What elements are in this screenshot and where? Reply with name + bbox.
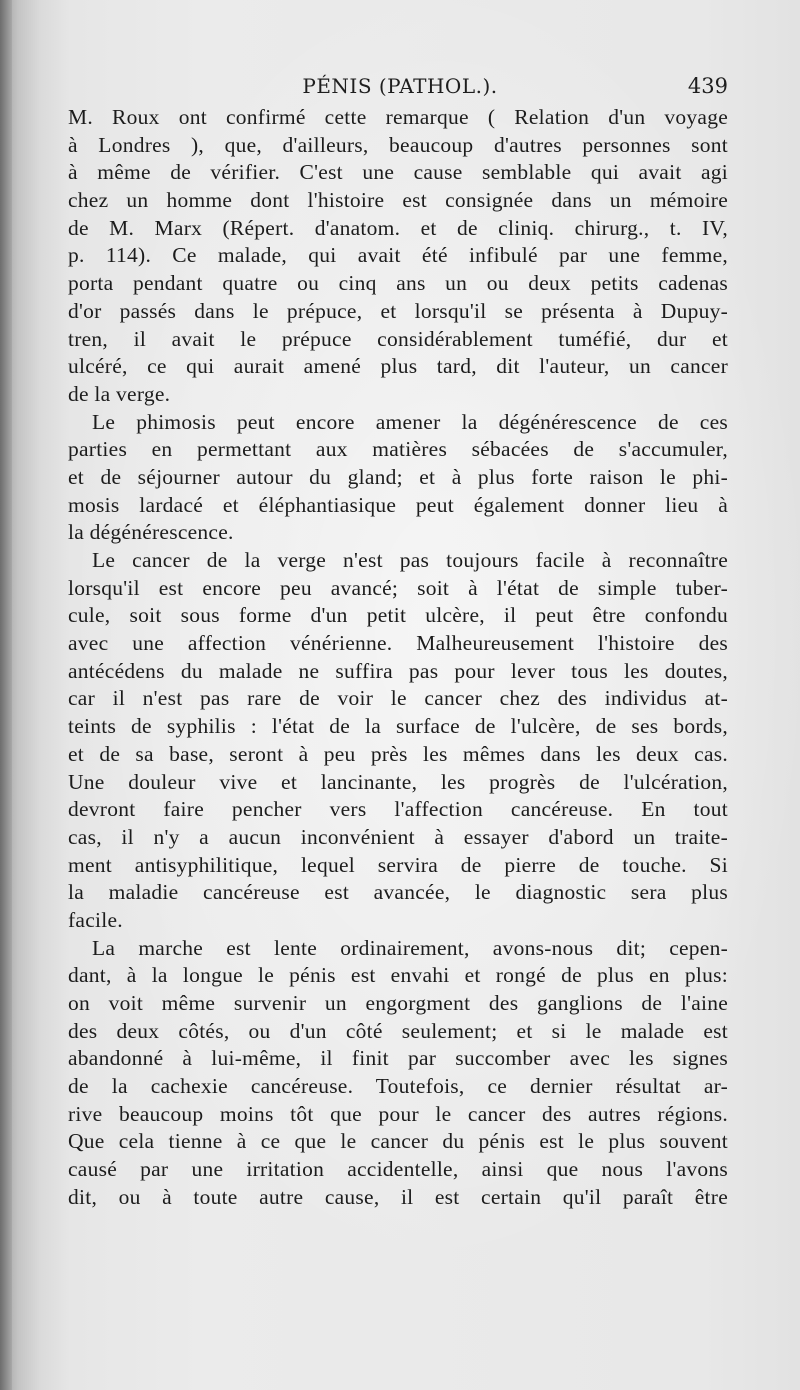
text-line: devront faire pencher vers l'affection cancéreuse. En tout [68, 797, 728, 822]
text-line: de M. Marx (Répert. d'anatom. et de cliniq. chirurg., t. IV, [68, 215, 728, 240]
text-line: M. Roux ont confirmé cette remarque ( Relation d'un voyage [68, 105, 728, 129]
text-line: d'or passés dans le prépuce, et lorsqu'il se présenta à Dupuy- [68, 298, 728, 323]
text-line: de la verge. [68, 381, 171, 406]
text-line: la dégénérescence. [68, 520, 234, 545]
text-line: La marche est lente ordinairement, avons-nous dit; cepen- [92, 935, 728, 960]
paragraph-1 [68, 104, 728, 409]
text-line: dit, ou à toute autre cause, il est certain qu'il paraît être [68, 1184, 728, 1209]
text-line: mosis lardacé et éléphantiasique peut également donner lieu à [68, 492, 728, 517]
text-line: antécédens du malade ne suffira pas pour lever tous les doutes, [68, 658, 728, 683]
paragraph-4 [68, 935, 728, 1212]
text-line: lorsqu'il est encore peu avancé; soit à l'état de simple tuber- [68, 575, 728, 600]
text-line: rive beaucoup moins tôt que pour le cancer des autres régions. [68, 1101, 728, 1126]
text-line: la maladie cancéreuse est avancée, le diagnostic sera plus [68, 880, 728, 905]
body-text [68, 104, 728, 1212]
running-title: PÉNIS (PATHOL.). [302, 74, 498, 98]
text-line: parties en permettant aux matières sébacées de s'accumuler, [68, 437, 728, 462]
text-line: causé par une irritation accidentelle, ainsi que nous l'avons [68, 1157, 728, 1182]
text-line: Une douleur vive et lancinante, les progrès de l'ulcération, [68, 769, 728, 794]
text-line: et de séjourner autour du gland; et à plus forte raison le phi- [68, 464, 728, 489]
text-line: à même de vérifier. C'est une cause semblable qui avait agi [68, 160, 728, 185]
text-line: p. 114). Ce malade, qui avait été infibulé par une femme, [68, 243, 728, 268]
paragraph-2 [68, 409, 728, 547]
text-line: cas, il n'y a aucun inconvénient à essayer d'abord un traite- [68, 824, 728, 849]
text-line: Que cela tienne à ce que le cancer du pénis est le plus souvent [68, 1129, 728, 1154]
text-line: dant, à la longue le pénis est envahi et rongé de plus en plus: [68, 963, 728, 988]
text-line: ment antisyphilitique, lequel servira de pierre de touche. Si [68, 852, 728, 877]
text-line: on voit même survenir un engorgment des ganglions de l'aine [68, 991, 728, 1015]
text-line: et de sa base, seront à peu près les mêmes dans les deux cas. [68, 741, 728, 766]
paragraph-3 [68, 547, 728, 935]
text-line: car il n'est pas rare de voir le cancer chez des individus at- [68, 686, 728, 711]
text-line: abandonné à lui-même, il finit par succomber avec les signes [68, 1046, 728, 1071]
text-line: à Londres ), que, d'ailleurs, beaucoup d'autres personnes sont [68, 132, 728, 157]
page-number: 439 [687, 74, 728, 98]
text-line: tren, il avait le prépuce considérablement tuméfié, dur et [68, 326, 728, 351]
page-gutter-shadow [0, 0, 12, 1390]
text-line: porta pendant quatre ou cinq ans un ou deux petits cadenas [68, 271, 728, 296]
text-line: chez un homme dont l'histoire est consignée dans un mémoire [68, 188, 728, 213]
text-line: cule, soit sous forme d'un petit ulcère, il peut être confondu [68, 603, 728, 628]
text-line: ulcéré, ce qui aurait amené plus tard, dit l'auteur, un cancer [68, 354, 728, 379]
text-line: facile. [68, 907, 123, 932]
text-line: avec une affection vénérienne. Malheureusement l'histoire des [68, 631, 728, 656]
text-line: Le cancer de la verge n'est pas toujours facile à reconnaître [92, 548, 728, 572]
text-line: des deux côtés, ou d'un côté seulement; et si le malade est [68, 1018, 728, 1043]
text-line: de la cachexie cancéreuse. Toutefois, ce dernier résultat ar- [68, 1074, 728, 1099]
running-head [66, 74, 734, 104]
text-line: Le phimosis peut encore amener la dégénérescence de ces [92, 409, 728, 434]
text-line: teints de syphilis : l'état de la surface de l'ulcère, de ses bords, [68, 714, 728, 739]
